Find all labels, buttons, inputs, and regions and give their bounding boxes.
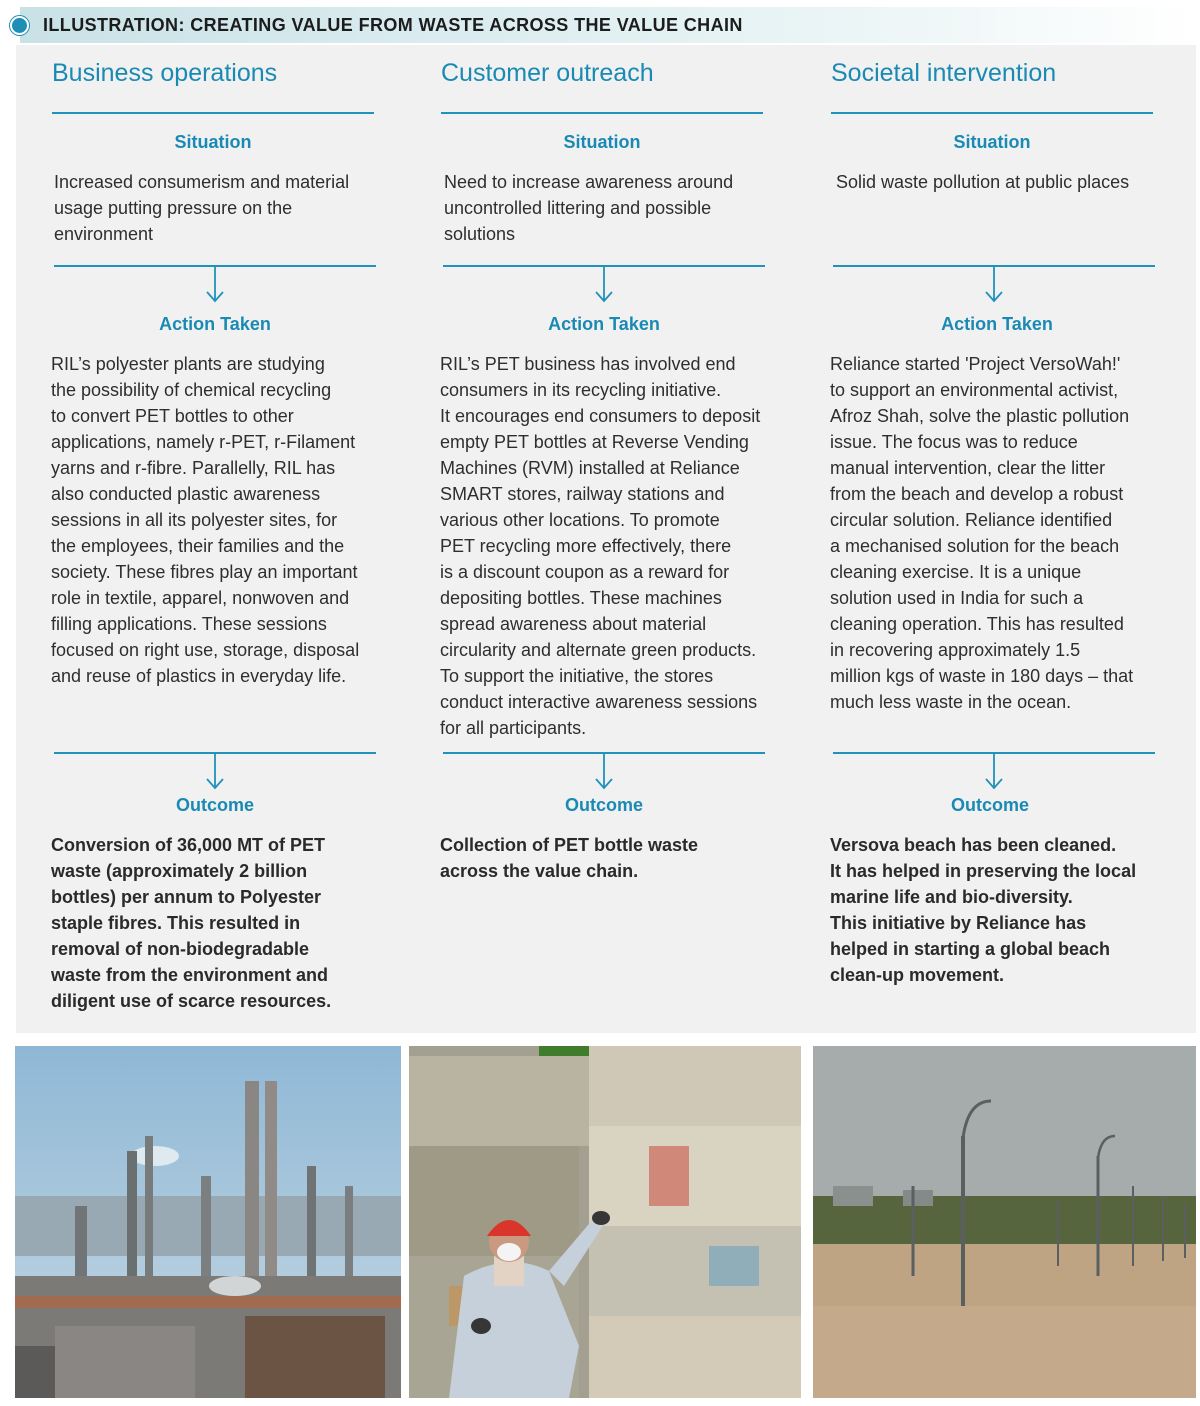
arrow-down-icon — [594, 753, 614, 791]
action-line: cleaning exercise. It is a unique — [830, 562, 1082, 582]
action-line: RIL’s PET business has involved end — [440, 354, 736, 374]
situation-line: Increased consumerism and material — [54, 172, 350, 192]
photo-pet-bottle-bales — [409, 1046, 801, 1398]
action-line: million kgs of waste in 180 days – that — [830, 666, 1134, 686]
situation-label: Situation — [174, 132, 252, 152]
action-taken-label: Action Taken — [548, 314, 660, 334]
action-line: and reuse of plastics in everyday life. — [51, 666, 347, 686]
column-customer-outreach — [421, 45, 761, 1033]
action-line: depositing bottles. These machines — [440, 588, 722, 608]
action-line: society. These fibres play an important — [51, 562, 358, 582]
outcome-line: marine life and bio-diversity. — [830, 887, 1073, 907]
action-line: solution used in India for such a — [830, 588, 1084, 608]
action-line: sessions in all its polyester sites, for — [51, 510, 338, 530]
action-line: circularity and alternate green products. — [440, 640, 757, 660]
action-line: Afroz Shah, solve the plastic pollution — [830, 406, 1130, 426]
arrow-down-icon — [205, 266, 225, 304]
action-line: the possibility of chemical recycling — [51, 380, 332, 400]
situation-text — [444, 169, 774, 247]
action-line: PET recycling more effectively, there — [440, 536, 732, 556]
photo-versova-beach — [813, 1046, 1196, 1398]
situation-line: Solid waste pollution at public places — [836, 172, 1130, 192]
situation-line: uncontrolled littering and possible — [444, 198, 712, 218]
title-divider — [441, 112, 763, 114]
action-line: spread awareness about material — [440, 614, 707, 634]
beach-illustration — [813, 1046, 1196, 1398]
action-line: SMART stores, railway stations and — [440, 484, 725, 504]
outcome-line: bottles) per annum to Polyester — [51, 887, 322, 907]
outcome-text — [440, 832, 770, 884]
action-line: for all participants. — [440, 718, 587, 738]
situation-label: Situation — [563, 132, 641, 152]
title-divider — [831, 112, 1153, 114]
action-taken-label: Action Taken — [941, 314, 1053, 334]
arrow-down-icon — [984, 266, 1004, 304]
action-taken-text — [440, 351, 795, 741]
action-line: to convert PET bottles to other — [51, 406, 294, 426]
action-line: Machines (RVM) installed at Reliance — [440, 458, 740, 478]
action-line: Reliance started 'Project VersoWah!' — [830, 354, 1121, 374]
action-taken-text — [830, 351, 1180, 715]
action-taken-label: Action Taken — [159, 314, 271, 334]
situation-label: Situation — [953, 132, 1031, 152]
action-line: much less waste in the ocean. — [830, 692, 1072, 712]
situation-line: usage putting pressure on the — [54, 198, 293, 218]
bullet-dot-icon — [10, 16, 29, 35]
column-title: Customer outreach — [441, 59, 654, 87]
column-societal-intervention — [811, 45, 1151, 1033]
action-line: issue. The focus was to reduce — [830, 432, 1078, 452]
title-divider — [52, 112, 374, 114]
action-line: manual intervention, clear the litter — [830, 458, 1106, 478]
situation-line: Need to increase awareness around — [444, 172, 734, 192]
arrow-down-icon — [594, 266, 614, 304]
outcome-label: Outcome — [950, 795, 1029, 815]
column-business-operations — [32, 45, 372, 1033]
situation-line: environment — [54, 224, 154, 244]
outcome-line: clean-up movement. — [830, 965, 1005, 985]
outcome-line: waste from the environment and — [51, 965, 329, 985]
situation-text — [836, 169, 1166, 195]
column-title: Business operations — [52, 59, 278, 87]
refinery-illustration — [15, 1046, 401, 1398]
situation-text — [54, 169, 384, 247]
outcome-line: helped in starting a global beach — [830, 939, 1111, 959]
outcome-line: Collection of PET bottle waste — [440, 835, 699, 855]
action-line: to support an environmental activist, — [830, 380, 1119, 400]
action-line: To support the initiative, the stores — [440, 666, 714, 686]
outcome-text — [51, 832, 381, 1014]
arrow-down-icon — [205, 753, 225, 791]
outcome-line: It has helped in preserving the local — [830, 861, 1137, 881]
action-line: in recovering approximately 1.5 — [830, 640, 1081, 660]
outcome-line: staple fibres. This resulted in — [51, 913, 301, 933]
outcome-line: This initiative by Reliance has — [830, 913, 1087, 933]
outcome-line: across the value chain. — [440, 861, 639, 881]
situation-line: solutions — [444, 224, 516, 244]
action-line: RIL’s polyester plants are studying — [51, 354, 325, 374]
action-line: role in textile, apparel, nonwoven and — [51, 588, 350, 608]
action-line: cleaning operation. This has resulted — [830, 614, 1124, 634]
content-panel — [16, 45, 1196, 1033]
outcome-label: Outcome — [564, 795, 643, 815]
photo-refinery-plant — [15, 1046, 401, 1398]
action-line: focused on right use, storage, disposal — [51, 640, 360, 660]
action-line: also conducted plastic awareness — [51, 484, 321, 504]
action-line: filling applications. These sessions — [51, 614, 327, 634]
arrow-down-icon — [984, 753, 1004, 791]
action-line: is a discount coupon as a reward for — [440, 562, 730, 582]
banner-title: ILLUSTRATION: CREATING VALUE FROM WASTE ACROSS THE VALUE CHAIN — [43, 15, 743, 35]
action-line: various other locations. To promote — [440, 510, 720, 530]
action-line: yarns and r-fibre. Parallelly, RIL has — [51, 458, 336, 478]
outcome-line: diligent use of scarce resources. — [51, 991, 332, 1011]
action-line: a mechanised solution for the beach — [830, 536, 1120, 556]
outcome-line: waste (approximately 2 billion — [51, 861, 308, 881]
column-title: Societal intervention — [831, 59, 1057, 87]
outcome-line: Conversion of 36,000 MT of PET — [51, 835, 326, 855]
action-line: conduct interactive awareness sessions — [440, 692, 758, 712]
action-line: applications, namely r-PET, r-Filament — [51, 432, 356, 452]
outcome-line: Versova beach has been cleaned. — [830, 835, 1117, 855]
outcome-text — [830, 832, 1170, 988]
bales-illustration — [409, 1046, 801, 1398]
outcome-line: removal of non-biodegradable — [51, 939, 310, 959]
action-line: circular solution. Reliance identified — [830, 510, 1113, 530]
action-line: empty PET bottles at Reverse Vending — [440, 432, 749, 452]
action-taken-text — [51, 351, 396, 689]
outcome-label: Outcome — [175, 795, 254, 815]
action-line: consumers in its recycling initiative. — [440, 380, 722, 400]
section-banner — [0, 5, 1200, 45]
action-line: from the beach and develop a robust — [830, 484, 1124, 504]
action-line: the employees, their families and the — [51, 536, 345, 556]
action-line: It encourages end consumers to deposit — [440, 406, 761, 426]
